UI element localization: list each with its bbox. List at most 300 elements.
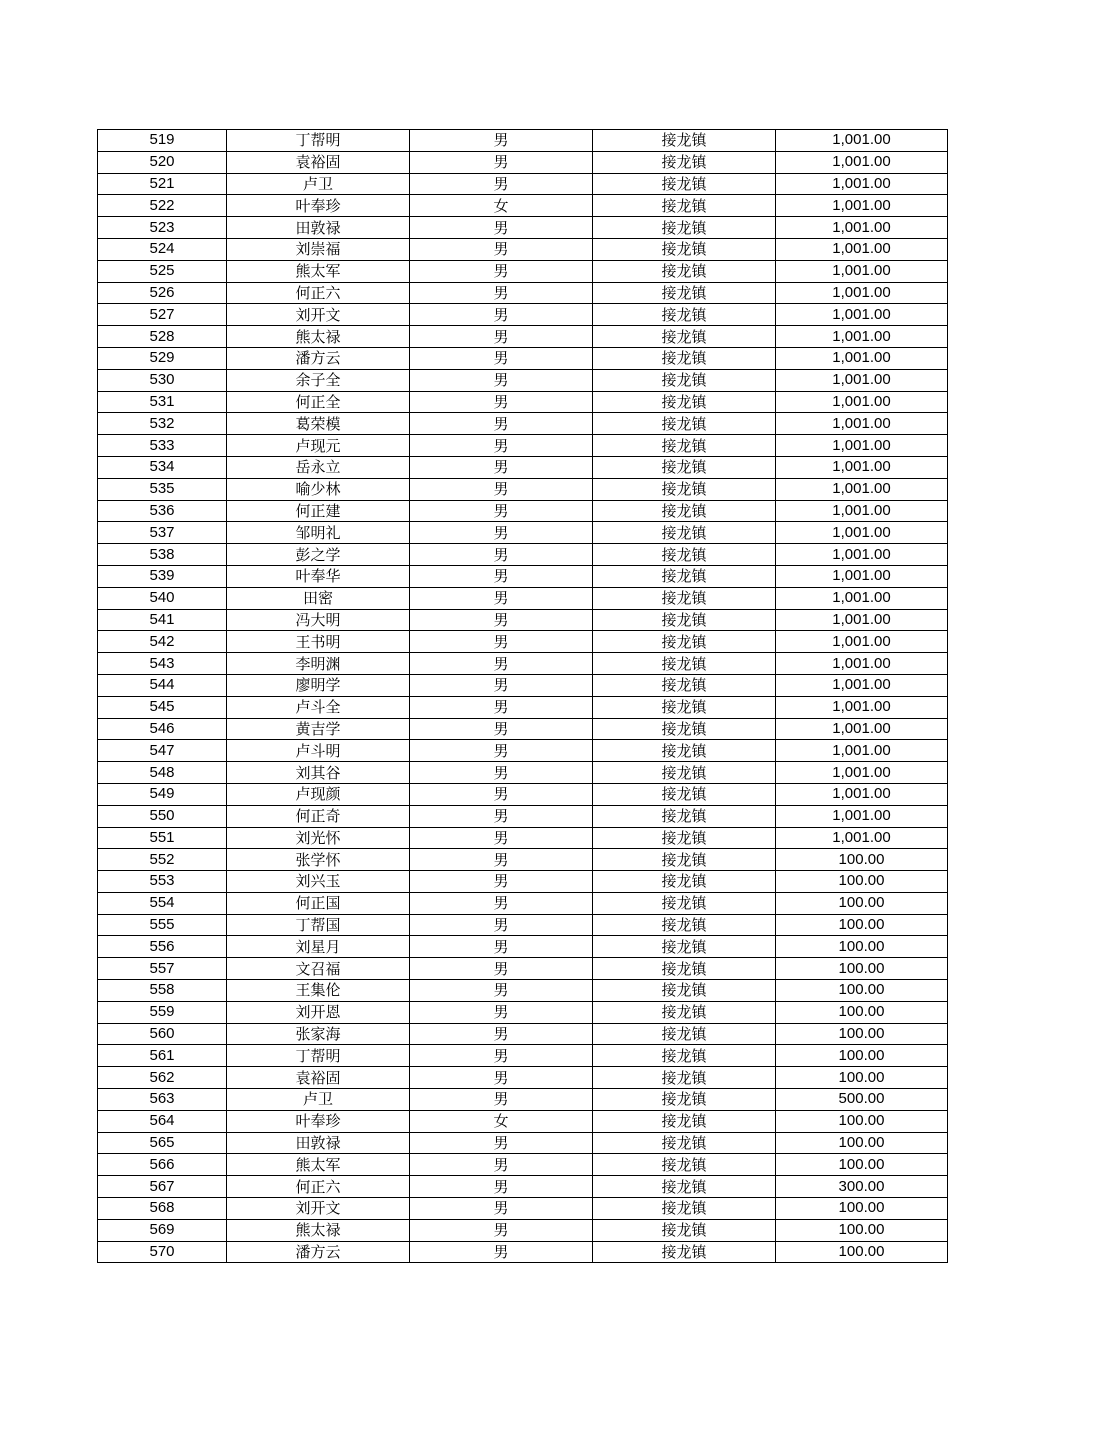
name-cell: 熊太禄 <box>227 326 410 348</box>
town-cell: 接龙镇 <box>593 478 776 500</box>
amount-cell: 1,001.00 <box>776 391 948 413</box>
name-cell: 廖明学 <box>227 674 410 696</box>
town-cell: 接龙镇 <box>593 1198 776 1220</box>
amount-cell: 1,001.00 <box>776 130 948 152</box>
row-number-cell: 562 <box>98 1067 227 1089</box>
row-number-cell: 537 <box>98 522 227 544</box>
town-cell: 接龙镇 <box>593 347 776 369</box>
amount-cell: 100.00 <box>776 892 948 914</box>
row-number-cell: 560 <box>98 1023 227 1045</box>
gender-cell: 男 <box>410 544 593 566</box>
row-number-cell: 547 <box>98 740 227 762</box>
table-row <box>98 892 948 914</box>
gender-cell: 男 <box>410 783 593 805</box>
amount-cell: 100.00 <box>776 1154 948 1176</box>
amount-cell: 1,001.00 <box>776 238 948 260</box>
name-cell: 潘方云 <box>227 347 410 369</box>
gender-cell: 男 <box>410 217 593 239</box>
amount-cell: 1,001.00 <box>776 674 948 696</box>
name-cell: 田敦禄 <box>227 217 410 239</box>
table-row <box>98 1023 948 1045</box>
town-cell: 接龙镇 <box>593 958 776 980</box>
town-cell: 接龙镇 <box>593 827 776 849</box>
town-cell: 接龙镇 <box>593 195 776 217</box>
town-cell: 接龙镇 <box>593 1176 776 1198</box>
table-row <box>98 1241 948 1263</box>
name-cell: 岳永立 <box>227 456 410 478</box>
gender-cell: 男 <box>410 892 593 914</box>
town-cell: 接龙镇 <box>593 1154 776 1176</box>
row-number-cell: 536 <box>98 500 227 522</box>
gender-cell: 男 <box>410 674 593 696</box>
town-cell: 接龙镇 <box>593 413 776 435</box>
amount-cell: 100.00 <box>776 914 948 936</box>
row-number-cell: 525 <box>98 260 227 282</box>
name-cell: 余子全 <box>227 369 410 391</box>
name-cell: 卢卫 <box>227 173 410 195</box>
name-cell: 何正全 <box>227 391 410 413</box>
row-number-cell: 558 <box>98 980 227 1002</box>
row-number-cell: 527 <box>98 304 227 326</box>
table-row <box>98 849 948 871</box>
name-cell: 叶奉珍 <box>227 195 410 217</box>
gender-cell: 男 <box>410 326 593 348</box>
table-row <box>98 391 948 413</box>
amount-cell: 1,001.00 <box>776 195 948 217</box>
row-number-cell: 553 <box>98 871 227 893</box>
name-cell: 王书明 <box>227 631 410 653</box>
row-number-cell: 543 <box>98 653 227 675</box>
row-number-cell: 557 <box>98 958 227 980</box>
gender-cell: 男 <box>410 282 593 304</box>
amount-cell: 1,001.00 <box>776 565 948 587</box>
town-cell: 接龙镇 <box>593 892 776 914</box>
town-cell: 接龙镇 <box>593 130 776 152</box>
row-number-cell: 526 <box>98 282 227 304</box>
amount-cell: 1,001.00 <box>776 653 948 675</box>
row-number-cell: 540 <box>98 587 227 609</box>
table-row <box>98 565 948 587</box>
amount-cell: 100.00 <box>776 849 948 871</box>
name-cell: 袁裕固 <box>227 1067 410 1089</box>
town-cell: 接龙镇 <box>593 1089 776 1111</box>
row-number-cell: 519 <box>98 130 227 152</box>
gender-cell: 男 <box>410 522 593 544</box>
table-row <box>98 369 948 391</box>
records-table <box>97 129 948 1263</box>
town-cell: 接龙镇 <box>593 587 776 609</box>
name-cell: 张家海 <box>227 1023 410 1045</box>
name-cell: 叶奉华 <box>227 565 410 587</box>
table-row <box>98 217 948 239</box>
table-row <box>98 151 948 173</box>
town-cell: 接龙镇 <box>593 871 776 893</box>
row-number-cell: 530 <box>98 369 227 391</box>
amount-cell: 1,001.00 <box>776 478 948 500</box>
table-row <box>98 1110 948 1132</box>
gender-cell: 男 <box>410 1154 593 1176</box>
gender-cell: 男 <box>410 587 593 609</box>
amount-cell: 300.00 <box>776 1176 948 1198</box>
amount-cell: 1,001.00 <box>776 217 948 239</box>
table-row <box>98 958 948 980</box>
row-number-cell: 568 <box>98 1198 227 1220</box>
table-row <box>98 1089 948 1111</box>
amount-cell: 1,001.00 <box>776 827 948 849</box>
row-number-cell: 554 <box>98 892 227 914</box>
table-row <box>98 1132 948 1154</box>
amount-cell: 1,001.00 <box>776 413 948 435</box>
table-row <box>98 304 948 326</box>
table-row <box>98 413 948 435</box>
gender-cell: 男 <box>410 565 593 587</box>
row-number-cell: 539 <box>98 565 227 587</box>
gender-cell: 男 <box>410 980 593 1002</box>
row-number-cell: 533 <box>98 435 227 457</box>
gender-cell: 男 <box>410 631 593 653</box>
gender-cell: 男 <box>410 1176 593 1198</box>
amount-cell: 1,001.00 <box>776 587 948 609</box>
name-cell: 丁帮国 <box>227 914 410 936</box>
town-cell: 接龙镇 <box>593 1219 776 1241</box>
row-number-cell: 545 <box>98 696 227 718</box>
gender-cell: 男 <box>410 151 593 173</box>
gender-cell: 男 <box>410 1219 593 1241</box>
table-row <box>98 456 948 478</box>
row-number-cell: 532 <box>98 413 227 435</box>
table-row <box>98 544 948 566</box>
table-row <box>98 696 948 718</box>
amount-cell: 100.00 <box>776 1045 948 1067</box>
row-number-cell: 521 <box>98 173 227 195</box>
town-cell: 接龙镇 <box>593 456 776 478</box>
name-cell: 熊太军 <box>227 1154 410 1176</box>
name-cell: 何正奇 <box>227 805 410 827</box>
town-cell: 接龙镇 <box>593 631 776 653</box>
amount-cell: 1,001.00 <box>776 173 948 195</box>
gender-cell: 男 <box>410 1067 593 1089</box>
table-row <box>98 347 948 369</box>
name-cell: 冯大明 <box>227 609 410 631</box>
gender-cell: 男 <box>410 653 593 675</box>
town-cell: 接龙镇 <box>593 1001 776 1023</box>
gender-cell: 男 <box>410 304 593 326</box>
town-cell: 接龙镇 <box>593 1045 776 1067</box>
gender-cell: 男 <box>410 805 593 827</box>
amount-cell: 1,001.00 <box>776 435 948 457</box>
gender-cell: 男 <box>410 609 593 631</box>
row-number-cell: 551 <box>98 827 227 849</box>
town-cell: 接龙镇 <box>593 1241 776 1263</box>
gender-cell: 男 <box>410 130 593 152</box>
row-number-cell: 556 <box>98 936 227 958</box>
town-cell: 接龙镇 <box>593 980 776 1002</box>
town-cell: 接龙镇 <box>593 696 776 718</box>
row-number-cell: 522 <box>98 195 227 217</box>
amount-cell: 1,001.00 <box>776 347 948 369</box>
gender-cell: 男 <box>410 478 593 500</box>
amount-cell: 100.00 <box>776 871 948 893</box>
gender-cell: 男 <box>410 718 593 740</box>
table-row <box>98 914 948 936</box>
table-row <box>98 1176 948 1198</box>
name-cell: 田密 <box>227 587 410 609</box>
name-cell: 黄吉学 <box>227 718 410 740</box>
table-row <box>98 609 948 631</box>
gender-cell: 男 <box>410 173 593 195</box>
table-row <box>98 871 948 893</box>
name-cell: 何正六 <box>227 1176 410 1198</box>
town-cell: 接龙镇 <box>593 522 776 544</box>
town-cell: 接龙镇 <box>593 435 776 457</box>
row-number-cell: 559 <box>98 1001 227 1023</box>
amount-cell: 1,001.00 <box>776 544 948 566</box>
town-cell: 接龙镇 <box>593 740 776 762</box>
name-cell: 袁裕固 <box>227 151 410 173</box>
name-cell: 张学怀 <box>227 849 410 871</box>
town-cell: 接龙镇 <box>593 936 776 958</box>
table-row <box>98 326 948 348</box>
name-cell: 卢现颜 <box>227 783 410 805</box>
table-row <box>98 130 948 152</box>
name-cell: 刘星月 <box>227 936 410 958</box>
gender-cell: 男 <box>410 369 593 391</box>
name-cell: 邹明礼 <box>227 522 410 544</box>
gender-cell: 女 <box>410 1110 593 1132</box>
amount-cell: 1,001.00 <box>776 783 948 805</box>
table-row <box>98 1219 948 1241</box>
row-number-cell: 566 <box>98 1154 227 1176</box>
name-cell: 丁帮明 <box>227 1045 410 1067</box>
table-row <box>98 718 948 740</box>
gender-cell: 男 <box>410 413 593 435</box>
town-cell: 接龙镇 <box>593 609 776 631</box>
table-row <box>98 936 948 958</box>
row-number-cell: 528 <box>98 326 227 348</box>
town-cell: 接龙镇 <box>593 1110 776 1132</box>
amount-cell: 1,001.00 <box>776 456 948 478</box>
name-cell: 刘开文 <box>227 304 410 326</box>
gender-cell: 男 <box>410 740 593 762</box>
amount-cell: 1,001.00 <box>776 369 948 391</box>
name-cell: 卢斗全 <box>227 696 410 718</box>
table-row <box>98 435 948 457</box>
town-cell: 接龙镇 <box>593 238 776 260</box>
town-cell: 接龙镇 <box>593 500 776 522</box>
row-number-cell: 549 <box>98 783 227 805</box>
amount-cell: 1,001.00 <box>776 326 948 348</box>
gender-cell: 男 <box>410 871 593 893</box>
name-cell: 彭之学 <box>227 544 410 566</box>
row-number-cell: 538 <box>98 544 227 566</box>
name-cell: 何正建 <box>227 500 410 522</box>
row-number-cell: 567 <box>98 1176 227 1198</box>
table-row <box>98 783 948 805</box>
row-number-cell: 541 <box>98 609 227 631</box>
town-cell: 接龙镇 <box>593 718 776 740</box>
amount-cell: 100.00 <box>776 1219 948 1241</box>
amount-cell: 1,001.00 <box>776 282 948 304</box>
gender-cell: 男 <box>410 500 593 522</box>
gender-cell: 男 <box>410 1023 593 1045</box>
town-cell: 接龙镇 <box>593 282 776 304</box>
table-row <box>98 238 948 260</box>
name-cell: 熊太禄 <box>227 1219 410 1241</box>
table-row <box>98 805 948 827</box>
amount-cell: 100.00 <box>776 980 948 1002</box>
row-number-cell: 520 <box>98 151 227 173</box>
town-cell: 接龙镇 <box>593 391 776 413</box>
gender-cell: 男 <box>410 238 593 260</box>
town-cell: 接龙镇 <box>593 783 776 805</box>
amount-cell: 100.00 <box>776 1198 948 1220</box>
table-row <box>98 587 948 609</box>
records-table-body <box>98 130 948 1263</box>
table-row <box>98 478 948 500</box>
gender-cell: 男 <box>410 347 593 369</box>
name-cell: 潘方云 <box>227 1241 410 1263</box>
town-cell: 接龙镇 <box>593 1132 776 1154</box>
row-number-cell: 531 <box>98 391 227 413</box>
row-number-cell: 544 <box>98 674 227 696</box>
table-row <box>98 631 948 653</box>
amount-cell: 1,001.00 <box>776 304 948 326</box>
name-cell: 刘光怀 <box>227 827 410 849</box>
name-cell: 熊太军 <box>227 260 410 282</box>
gender-cell: 男 <box>410 456 593 478</box>
gender-cell: 男 <box>410 1198 593 1220</box>
table-row <box>98 827 948 849</box>
amount-cell: 1,001.00 <box>776 522 948 544</box>
row-number-cell: 523 <box>98 217 227 239</box>
gender-cell: 男 <box>410 696 593 718</box>
row-number-cell: 524 <box>98 238 227 260</box>
table-row <box>98 1001 948 1023</box>
row-number-cell: 555 <box>98 914 227 936</box>
table-row <box>98 282 948 304</box>
amount-cell: 100.00 <box>776 1023 948 1045</box>
town-cell: 接龙镇 <box>593 1067 776 1089</box>
gender-cell: 男 <box>410 435 593 457</box>
name-cell: 田敦禄 <box>227 1132 410 1154</box>
town-cell: 接龙镇 <box>593 762 776 784</box>
row-number-cell: 569 <box>98 1219 227 1241</box>
amount-cell: 1,001.00 <box>776 762 948 784</box>
name-cell: 何正国 <box>227 892 410 914</box>
amount-cell: 1,001.00 <box>776 718 948 740</box>
amount-cell: 1,001.00 <box>776 696 948 718</box>
gender-cell: 男 <box>410 260 593 282</box>
row-number-cell: 552 <box>98 849 227 871</box>
name-cell: 何正六 <box>227 282 410 304</box>
town-cell: 接龙镇 <box>593 805 776 827</box>
table-row <box>98 173 948 195</box>
amount-cell: 1,001.00 <box>776 151 948 173</box>
table-row <box>98 522 948 544</box>
town-cell: 接龙镇 <box>593 1023 776 1045</box>
town-cell: 接龙镇 <box>593 544 776 566</box>
row-number-cell: 563 <box>98 1089 227 1111</box>
town-cell: 接龙镇 <box>593 914 776 936</box>
gender-cell: 男 <box>410 849 593 871</box>
town-cell: 接龙镇 <box>593 326 776 348</box>
gender-cell: 男 <box>410 1089 593 1111</box>
name-cell: 刘其谷 <box>227 762 410 784</box>
name-cell: 叶奉珍 <box>227 1110 410 1132</box>
amount-cell: 100.00 <box>776 1110 948 1132</box>
row-number-cell: 550 <box>98 805 227 827</box>
amount-cell: 100.00 <box>776 1132 948 1154</box>
table-row <box>98 195 948 217</box>
row-number-cell: 546 <box>98 718 227 740</box>
row-number-cell: 570 <box>98 1241 227 1263</box>
name-cell: 文召福 <box>227 958 410 980</box>
name-cell: 刘开文 <box>227 1198 410 1220</box>
table-row <box>98 1154 948 1176</box>
name-cell: 卢卫 <box>227 1089 410 1111</box>
table-row <box>98 1067 948 1089</box>
table-row <box>98 740 948 762</box>
amount-cell: 1,001.00 <box>776 609 948 631</box>
name-cell: 刘崇福 <box>227 238 410 260</box>
gender-cell: 男 <box>410 958 593 980</box>
gender-cell: 男 <box>410 1045 593 1067</box>
town-cell: 接龙镇 <box>593 565 776 587</box>
name-cell: 卢斗明 <box>227 740 410 762</box>
name-cell: 葛荣模 <box>227 413 410 435</box>
town-cell: 接龙镇 <box>593 217 776 239</box>
town-cell: 接龙镇 <box>593 674 776 696</box>
name-cell: 王集伦 <box>227 980 410 1002</box>
town-cell: 接龙镇 <box>593 653 776 675</box>
town-cell: 接龙镇 <box>593 304 776 326</box>
name-cell: 刘开恩 <box>227 1001 410 1023</box>
table-row <box>98 674 948 696</box>
name-cell: 李明渊 <box>227 653 410 675</box>
row-number-cell: 534 <box>98 456 227 478</box>
gender-cell: 男 <box>410 391 593 413</box>
amount-cell: 500.00 <box>776 1089 948 1111</box>
row-number-cell: 561 <box>98 1045 227 1067</box>
town-cell: 接龙镇 <box>593 369 776 391</box>
row-number-cell: 565 <box>98 1132 227 1154</box>
table-row <box>98 1045 948 1067</box>
amount-cell: 100.00 <box>776 936 948 958</box>
gender-cell: 女 <box>410 195 593 217</box>
amount-cell: 1,001.00 <box>776 500 948 522</box>
row-number-cell: 529 <box>98 347 227 369</box>
amount-cell: 100.00 <box>776 1067 948 1089</box>
town-cell: 接龙镇 <box>593 173 776 195</box>
table-row <box>98 500 948 522</box>
gender-cell: 男 <box>410 936 593 958</box>
gender-cell: 男 <box>410 827 593 849</box>
gender-cell: 男 <box>410 1132 593 1154</box>
amount-cell: 1,001.00 <box>776 740 948 762</box>
amount-cell: 1,001.00 <box>776 805 948 827</box>
town-cell: 接龙镇 <box>593 849 776 871</box>
name-cell: 喻少林 <box>227 478 410 500</box>
gender-cell: 男 <box>410 1241 593 1263</box>
amount-cell: 100.00 <box>776 1241 948 1263</box>
gender-cell: 男 <box>410 914 593 936</box>
row-number-cell: 535 <box>98 478 227 500</box>
town-cell: 接龙镇 <box>593 260 776 282</box>
gender-cell: 男 <box>410 762 593 784</box>
amount-cell: 1,001.00 <box>776 260 948 282</box>
amount-cell: 1,001.00 <box>776 631 948 653</box>
row-number-cell: 542 <box>98 631 227 653</box>
